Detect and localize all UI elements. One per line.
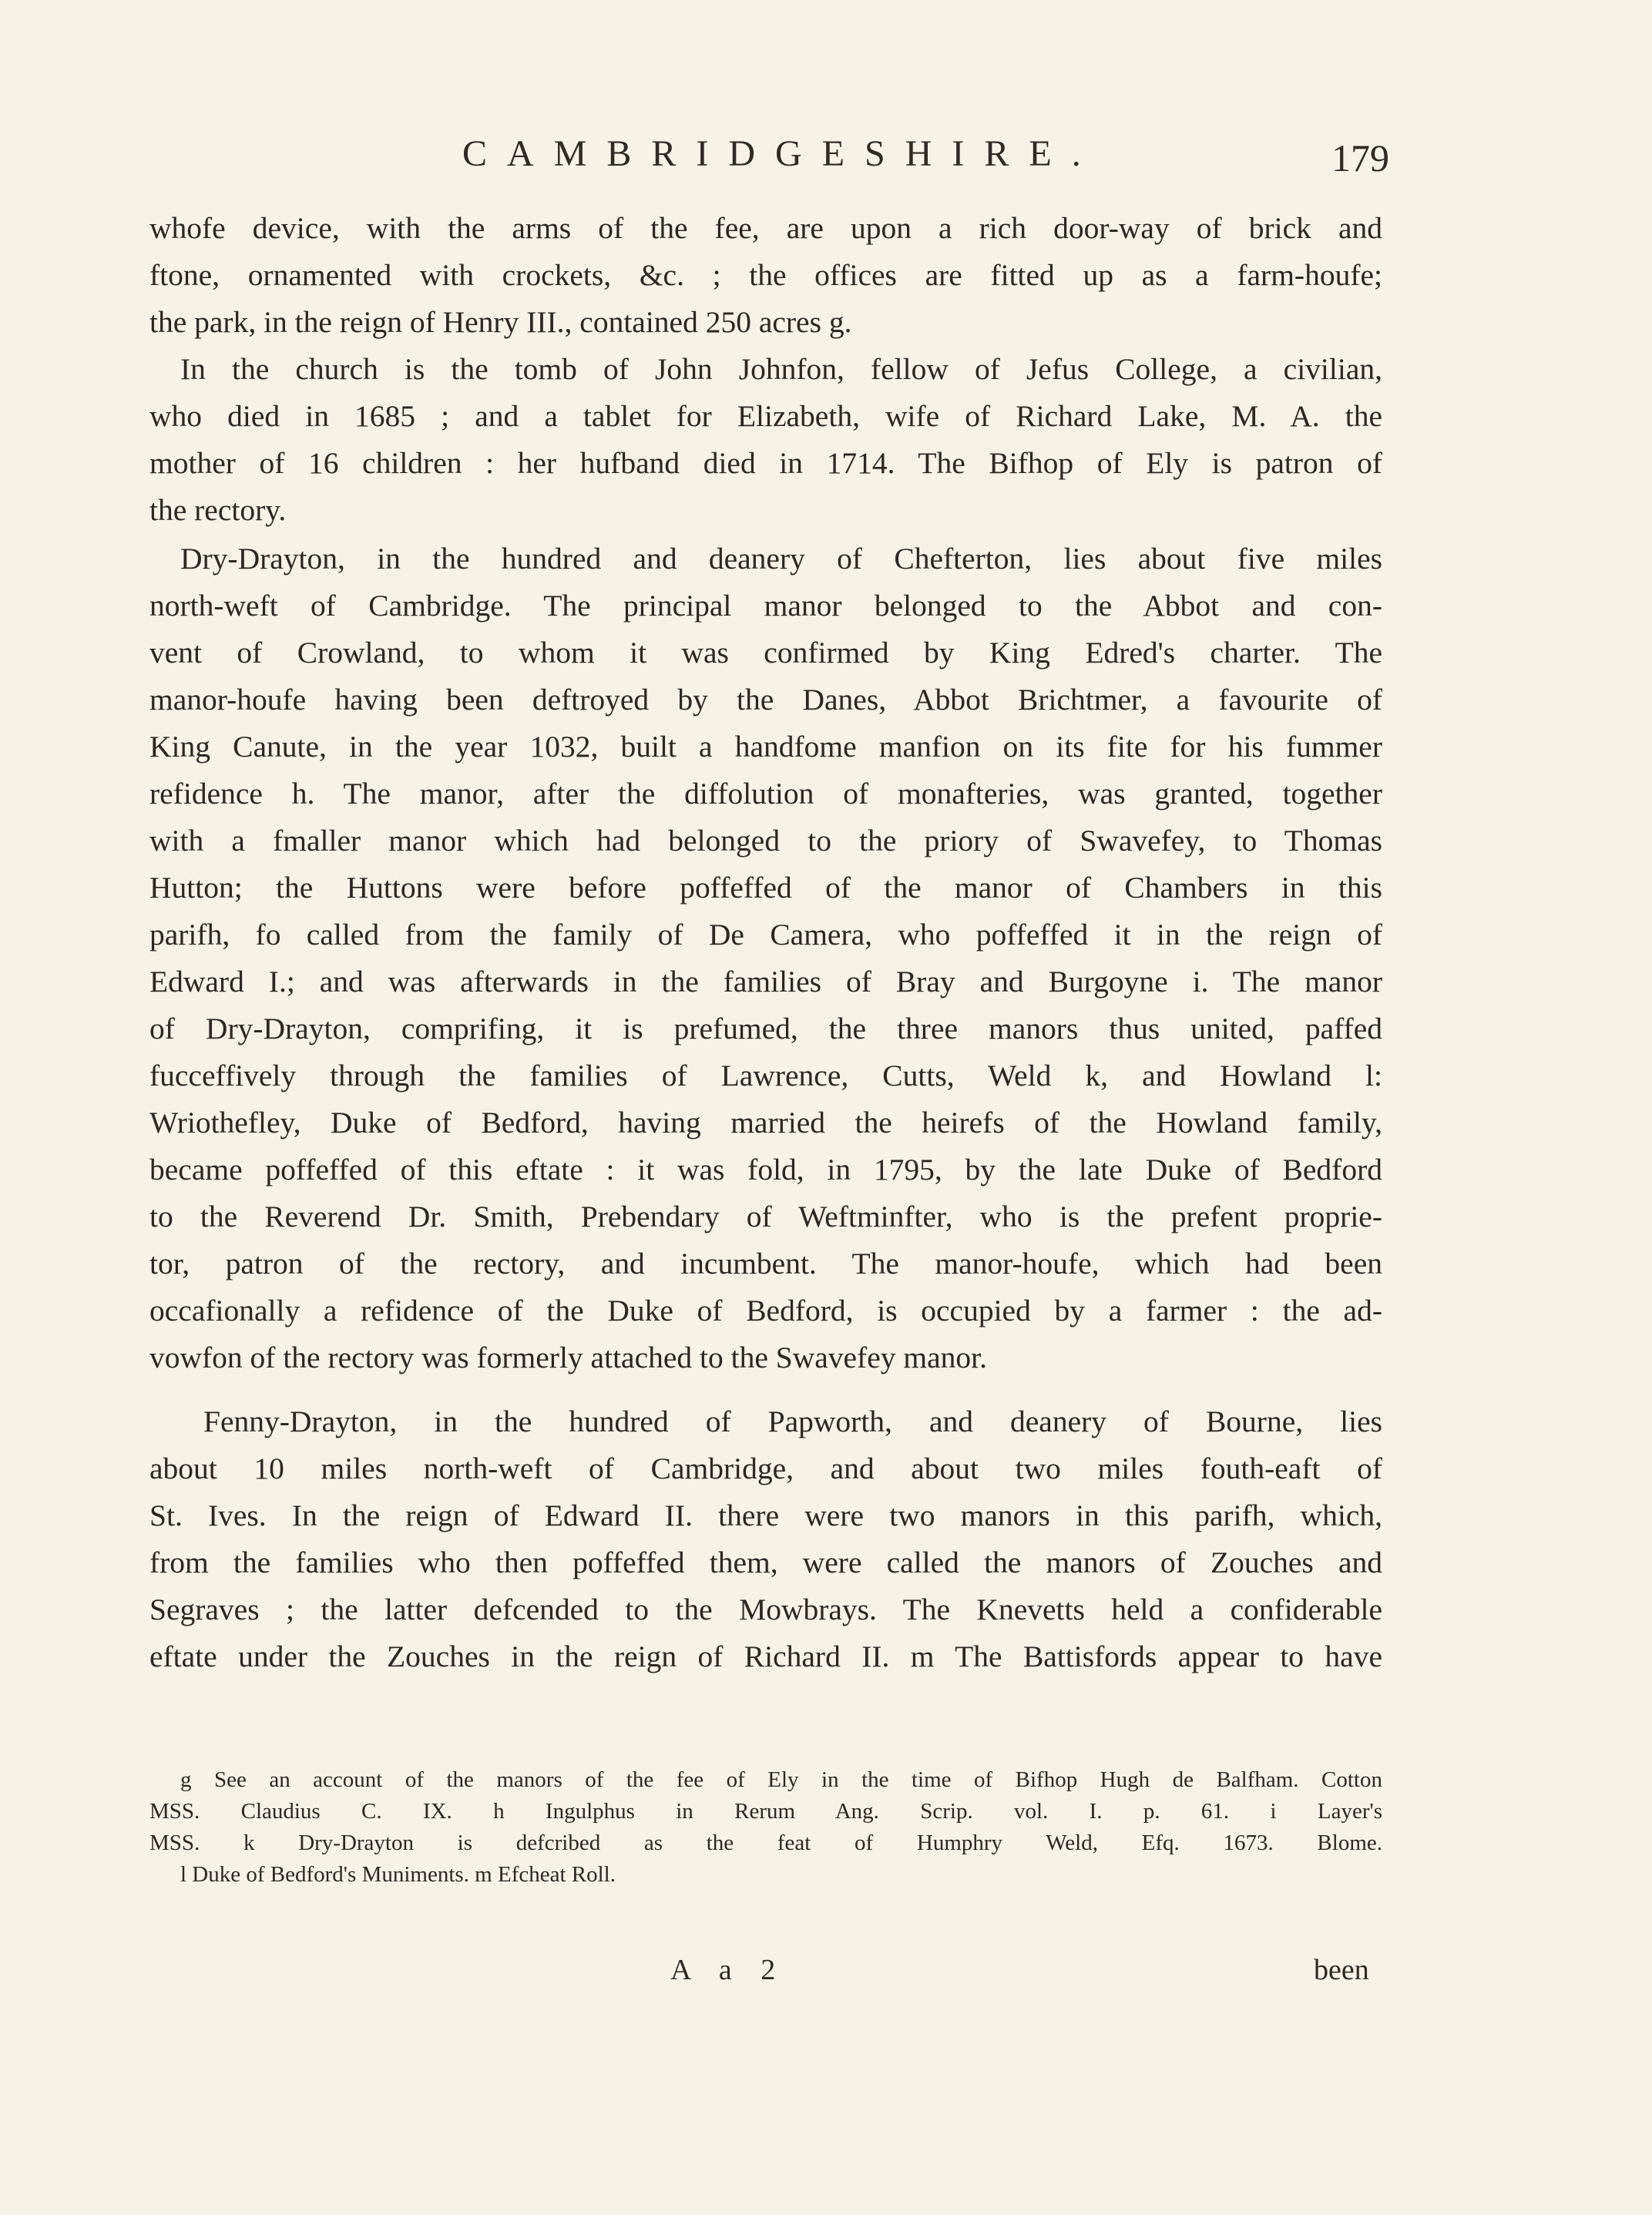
footnotes [149,1764,1382,1891]
text-line: manor-houfe having been deftroyed by the Danes, Abbot Brichtmer, a favourite of [149,683,1382,717]
text-line: Edward I.; and was afterwards in the families of Bray and Burgoyne i. The manor [149,965,1382,998]
footnote-line: l Duke of Bedford's Muniments. m Efcheat Roll. [180,1862,616,1887]
text-line: with a fmaller manor which had belonged to the priory of Swavefey, to Thomas [149,824,1382,857]
text-line: occafionally a refidence of the Duke of Bedford, is occupied by a farmer : the ad- [149,1294,1382,1327]
footnote-line: g See an account of the manors of the fee of Ely in the time of Bifhop Hugh de Balfham. Cotton [180,1767,1382,1792]
text-line: refidence h. The manor, after the diffolution of monafteries, was granted, together [149,777,1382,810]
footnote-line: MSS. Claudius C. IX. h Ingulphus in Rerum Ang. Scrip. vol. I. p. 61. i Layer's [149,1799,1382,1824]
text-line: Dry-Drayton, in the hundred and deanery of Chefterton, lies about five miles [180,542,1382,576]
text-line: parifh, fo called from the family of De Camera, who poffeffed it in the reign of [149,918,1382,951]
text-line: the park, in the reign of Henry III., contained 250 acres g. [149,305,852,339]
text-line: tor, patron of the rectory, and incumbent. The manor-houfe, which had been [149,1247,1382,1280]
text-line: ftone, ornamented with crockets, &c. ; the offices are fitted up as a farm-houfe; [149,258,1382,292]
text-line: of Dry-Drayton, comprifing, it is prefumed, the three manors thus united, paffed [149,1012,1382,1045]
running-head: CAMBRIDGESHIRE. [462,133,1101,174]
text-line: In the church is the tomb of John Johnfon, fellow of Jefus College, a civilian, [180,352,1382,386]
text-line: mother of 16 children : her hufband died in 1714. The Bifhop of Ely is patron of [149,446,1382,480]
text-line: to the Reverend Dr. Smith, Prebendary of Weftminfter, who is the prefent proprie- [149,1200,1382,1233]
text-line: fucceffively through the families of Lawrence, Cutts, Weld k, and Howland l: [149,1059,1382,1092]
text-line: King Canute, in the year 1032, built a handfome manfion on its fite for his fummer [149,730,1382,764]
text-line: Fenny-Drayton, in the hundred of Papworth, and deanery of Bourne, lies [203,1405,1382,1438]
text-line: from the families who then poffeffed them, were called the manors of Zouches and [149,1545,1382,1579]
footnote-line: MSS. k Dry-Drayton is defcribed as the feat of Humphry Weld, Efq. 1673. Blome. [149,1831,1382,1855]
text-line: Segraves ; the latter defcended to the Mowbrays. The Knevetts held a confiderable [149,1592,1382,1626]
text-line: eftate under the Zouches in the reign of Richard II. m The Battisfords appear to have [149,1639,1382,1673]
text-line: became poffeffed of this eftate : it was fold, in 1795, by the late Duke of Bedford [149,1153,1382,1186]
signature-mark: A a 2 [670,1954,787,1986]
catchword: been [1314,1954,1369,1986]
text-line: vowfon of the rectory was formerly attached to the Swavefey manor. [149,1341,987,1374]
text-line: who died in 1685 ; and a tablet for Elizabeth, wife of Richard Lake, M. A. the [149,399,1382,433]
text-line: Wriothefley, Duke of Bedford, having married the heirefs of the Howland family, [149,1106,1382,1139]
text-line: vent of Crowland, to whom it was confirmed by King Edred's charter. The [149,636,1382,670]
text-line: north-weft of Cambridge. The principal manor belonged to the Abbot and con- [149,589,1382,623]
text-line: Hutton; the Huttons were before poffeffed of the manor of Chambers in this [149,871,1382,904]
text-line: the rectory. [149,493,287,527]
paragraph-fenny-drayton [149,1398,1382,1680]
paragraph-dry-drayton [149,535,1382,1381]
text-line: St. Ives. In the reign of Edward II. there were two manors in this parifh, which, [149,1498,1382,1532]
text-line: whofe device, with the arms of the fee, are upon a rich door-way of brick and [149,211,1382,245]
text-line: about 10 miles north-weft of Cambridge, and about two miles fouth-eaft of [149,1451,1382,1485]
page-number: 179 [1331,136,1389,180]
paragraph-rectory [149,205,1382,534]
